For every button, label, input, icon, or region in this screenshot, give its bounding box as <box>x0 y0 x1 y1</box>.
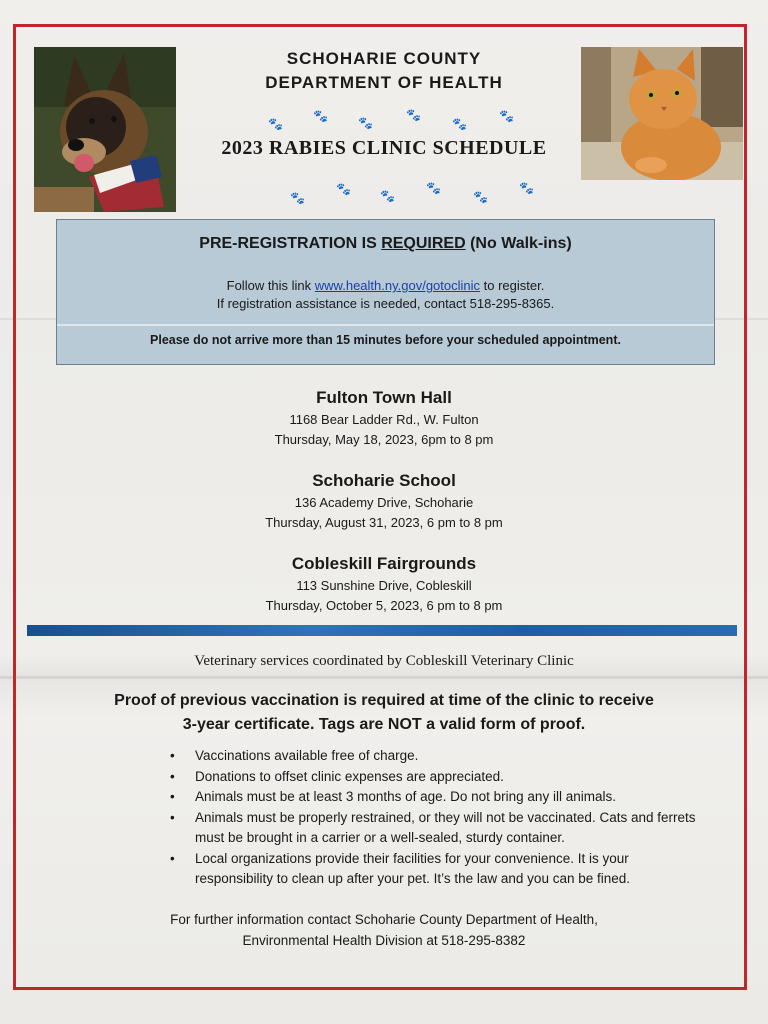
clinic-name: Schoharie School <box>312 471 456 490</box>
list-item <box>170 767 740 788</box>
list-item <box>170 808 740 849</box>
clinic-entry <box>180 386 588 450</box>
list-item-line: • Donations to offset clinic expenses are appreciated. <box>195 768 504 784</box>
list-item <box>170 746 740 767</box>
line1-suffix: to register. <box>480 278 545 293</box>
clinic-name: Cobleskill Fairgrounds <box>291 554 477 573</box>
dog-photo <box>34 47 176 212</box>
agency-line-1: SCHOHARIE COUNTY <box>286 49 482 68</box>
list-item <box>170 787 740 808</box>
line1-prefix: Follow this link <box>226 278 315 293</box>
list-item-line: must be brought in a carrier or a well-sealed, sturdy container. <box>195 830 565 845</box>
paw-print-icon: 🐾 <box>473 190 488 204</box>
registration-divider <box>57 324 714 326</box>
heading-required: REQUIRED <box>381 235 466 252</box>
paw-print-icon: 🐾 <box>336 182 351 196</box>
page-title: 2023 RABIES CLINIC SCHEDULE <box>221 137 547 159</box>
cat-photo <box>581 47 743 180</box>
contact-line-1: For further information contact Schoharie County Department of Health, <box>170 912 598 927</box>
agency-name <box>200 47 568 95</box>
paw-print-icon: 🐾 <box>313 109 328 123</box>
clinic-address: 136 Academy Drive, Schoharie <box>294 495 474 510</box>
paw-print-icon: 🐾 <box>452 117 467 131</box>
paw-print-icon: 🐾 <box>406 108 421 122</box>
registration-box <box>56 219 715 365</box>
paw-print-icon: 🐾 <box>426 181 441 195</box>
list-item-line: • Animals must be properly restrained, or they will not be vaccinated. Cats and ferrets <box>195 809 696 825</box>
paw-print-icon: 🐾 <box>358 116 373 130</box>
contact-line-2: Environmental Health Division at 518-295-8382 <box>242 933 526 948</box>
veterinary-credit: Veterinary services coordinated by Cobleskill Veterinary Clinic <box>194 653 574 669</box>
list-item-line: • Local organizations provide their facilities for your convenience. It is your <box>195 850 629 866</box>
dog-icon <box>34 47 176 212</box>
clinic-name: Fulton Town Hall <box>316 388 452 407</box>
proof-line-1: Proof of previous vaccination is required at time of the clinic to receive <box>114 692 654 709</box>
rules-list <box>170 746 740 890</box>
paw-print-icon: 🐾 <box>268 117 283 131</box>
proof-requirement <box>110 689 658 737</box>
heading-suffix: (No Walk-ins) <box>465 235 572 252</box>
proof-line-2: 3-year certificate. Tags are NOT a valid form of proof. <box>182 716 586 733</box>
clinic-address: 1168 Bear Ladder Rd., W. Fulton <box>289 412 479 427</box>
heading-prefix: PRE-REGISTRATION IS <box>199 235 382 252</box>
clinic-datetime: Thursday, May 18, 2023, 6pm to 8 pm <box>274 432 494 447</box>
contact-info <box>110 909 658 951</box>
clinic-entry <box>180 552 588 616</box>
cat-icon <box>581 47 743 180</box>
registration-link[interactable]: www.health.ny.gov/gotoclinic <box>314 278 481 293</box>
blue-divider-bar <box>27 625 737 636</box>
arrival-note: Please do not arrive more than 15 minutes before your scheduled appointment. <box>150 333 621 347</box>
list-item <box>170 849 740 890</box>
list-item-line: • Animals must be at least 3 months of age. Do not bring any ill animals. <box>195 789 616 804</box>
list-item-line: • Vaccinations available free of charge. <box>195 748 419 763</box>
paw-print-icon: 🐾 <box>499 109 514 123</box>
clinic-datetime: Thursday, October 5, 2023, 6 pm to 8 pm <box>265 598 503 613</box>
registration-heading <box>57 235 714 253</box>
paw-print-icon: 🐾 <box>380 189 395 203</box>
clinic-entry <box>180 469 588 533</box>
paw-print-icon: 🐾 <box>519 181 534 195</box>
registration-line-1 <box>57 278 714 293</box>
clinic-address: 113 Sunshine Drive, Cobleskill <box>296 578 472 593</box>
clinic-datetime: Thursday, August 31, 2023, 6 pm to 8 pm <box>265 515 503 530</box>
registration-line-2: If registration assistance is needed, contact 518-295-8365. <box>216 296 555 311</box>
agency-line-2: DEPARTMENT OF HEALTH <box>265 73 503 92</box>
list-item-line: responsibility to clean up after your pet. It’s the law and you can be fined. <box>195 871 631 886</box>
paw-print-icon: 🐾 <box>290 191 305 205</box>
